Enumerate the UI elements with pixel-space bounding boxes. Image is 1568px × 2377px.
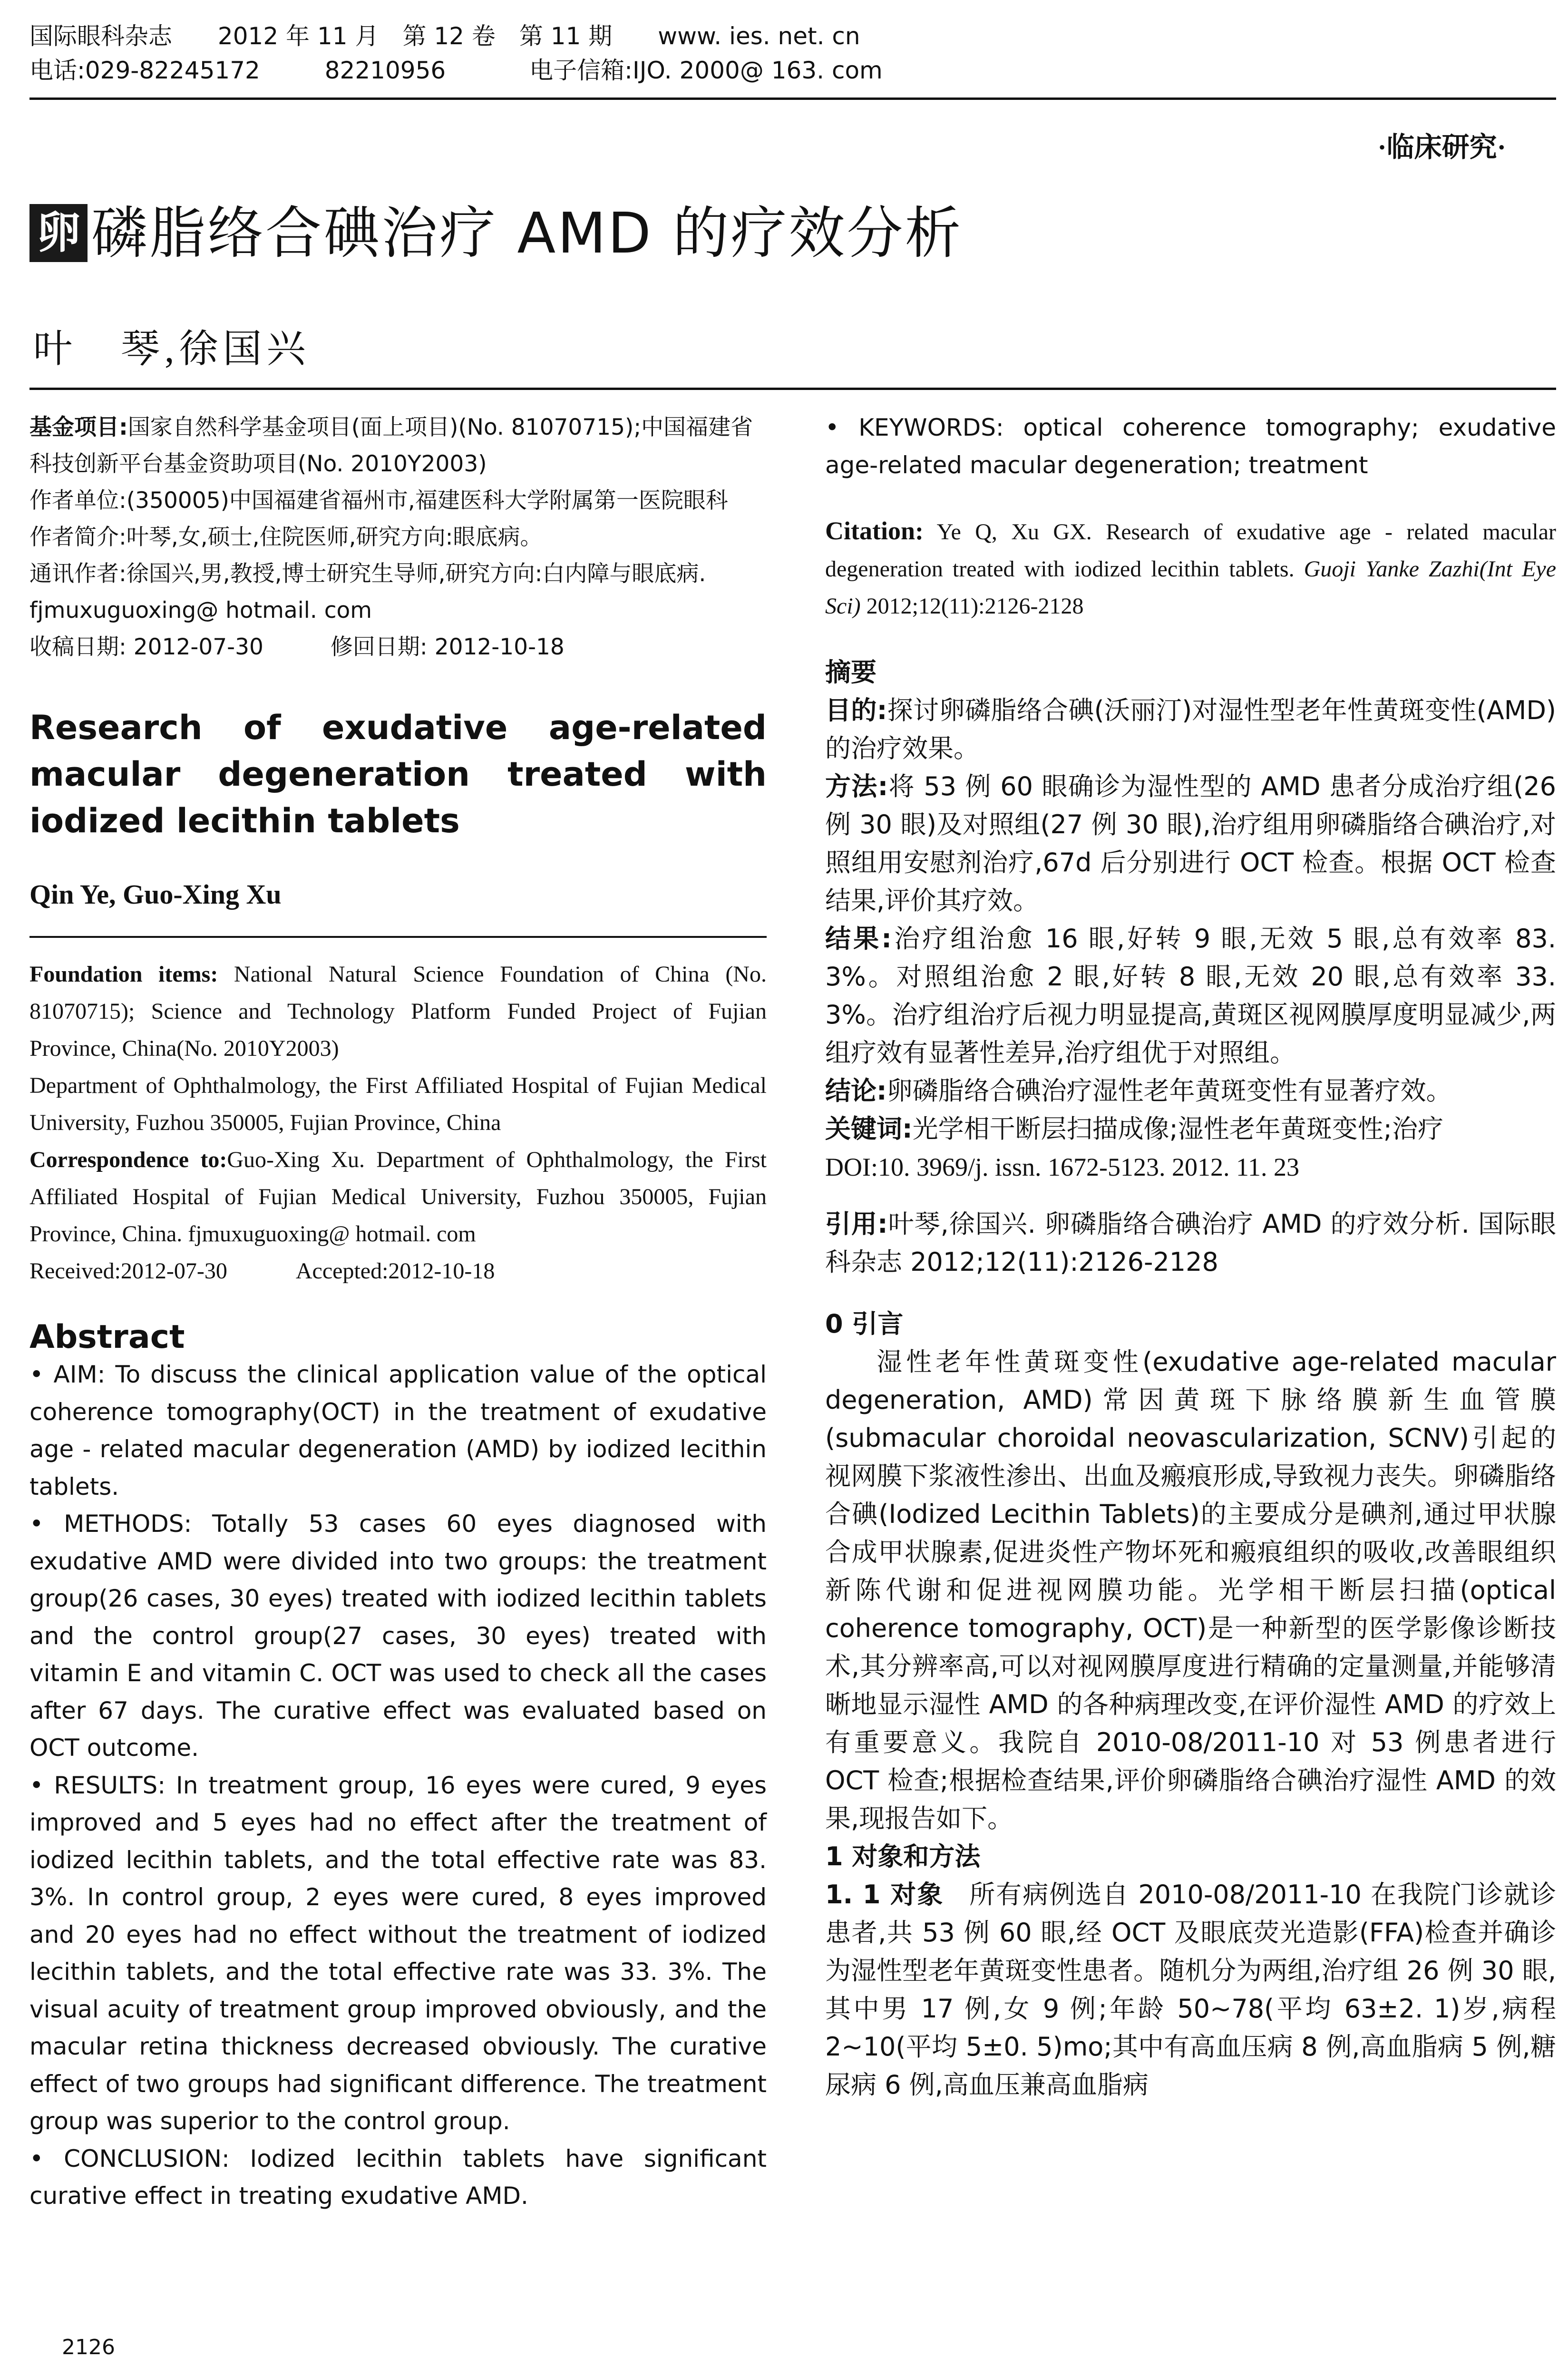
header-line-2 — [29, 53, 1539, 88]
citation-journal: Guoji Yanke Zazhi(Int Eye Sci) — [825, 556, 1557, 619]
corr-label: 通讯作者: — [29, 561, 127, 587]
article-title — [29, 200, 963, 266]
journal-header — [29, 19, 1539, 88]
left-column — [29, 409, 767, 2215]
citation-tail: 2012;12(11):2126-2128 — [860, 594, 1084, 619]
phone-2: 82210956 — [324, 57, 446, 84]
method-cn-text: 将 53 例 60 眼确诊为湿性型的 AMD 患者分成治疗组(26 例 30 眼)及对照组(27 例 30 眼),治疗组用卵磷脂络合碘治疗,对照组用安慰剂治疗,67d 后分别进行 OCT 检查。根据 OCT 检查结果,评价其疗效。 — [825, 771, 1556, 916]
aim-cn-label: 目的: — [825, 695, 887, 725]
keywords-cn-label: 关键词: — [825, 1114, 913, 1144]
foundation-label: 基金项目: — [29, 414, 128, 440]
unit-text: (350005)中国福建省福州市,福建医科大学附属第一医院眼科 — [126, 487, 728, 514]
correspondence-en-label: Correspondence to: — [29, 1147, 227, 1172]
title-initial-mark: 卵 — [29, 204, 88, 262]
abstract-results: • RESULTS: In treatment group, 16 eyes were cured, 9 eyes improved and 5 eyes had no effect after the treatment of iodized lecithin tablets, and the total effective rate was 83. 3%. In control group, 2 eyes were cured, 8 eyes improved and 20 eyes had no effect without the treatment of iodized lecithin tablets, and the total effective rate was 33. 3%. The visual acuity of treatment group improved obviously, and the macular retina thickness decreased obviously. The curative effect of two groups had significant difference. The treatment group was superior to the control group. — [29, 1771, 767, 2135]
keywords-cn-text: 光学相干断层扫描成像;湿性老年黄斑变性;治疗 — [912, 1114, 1443, 1144]
journal-email[interactable]: 电子信箱:IJO. 2000@ 163. com — [529, 57, 883, 84]
corr-text: 徐国兴,男,教授,博士研究生导师,研究方向:白内障与眼底病. fjmuxuguoxing@ hotmail. com — [29, 561, 706, 623]
citation-label: Citation: — [825, 516, 924, 545]
method-cn-label: 方法: — [825, 771, 888, 801]
page-number: 2126 — [62, 2335, 115, 2359]
section-1-1-text: 所有病例选自 2010-08/2011-10 在我院门诊就诊患者,共 53 例 60 眼,经 OCT 及眼底荧光造影(FFA)检查并确诊为湿性型老年黄斑变性患者。随机分为两组,治疗组 26 例 30 眼,其中男 17 例,女 9 例;年龄 50~78(平均 63±2. 1)岁,病程 2~10(平均 5±0. 5)mo;其中有高血压病 8 例,高血脂病 5 例,糖尿病 6 例,高血压兼高血脂病 — [825, 1880, 1556, 2100]
phone: 电话:029-82245172 — [29, 57, 260, 84]
meta-block — [29, 409, 767, 665]
received-cn: 收稿日期: 2012-07-30 修回日期: 2012-10-18 — [29, 634, 565, 660]
english-title: Research of exudative age-related macular degeneration treated with iodized lecithin tablets — [29, 708, 767, 840]
authors-cn: 叶 琴,徐国兴 — [33, 327, 311, 370]
abstract-methods: • METHODS: Totally 53 cases 60 eyes diagnosed with exudative AMD were divided into two groups: the treatment group(26 cases, 30 eyes) treated with iodized lecithin tablets and the control group(27 cases, 30 eyes) treated with vitamin E and vitamin C. OCT was used to check all the cases after 67 days. The curative effect was evaluated based on OCT outcome. — [29, 1510, 767, 1762]
citation-text: Ye Q, Xu GX. Research of exudative age - related macular degeneration treated with iodized lecithin tablets. — [825, 519, 1556, 582]
title-text: 磷脂络合碘治疗 AMD 的疗效分析 — [91, 200, 963, 266]
section-1-heading: 1 对象和方法 — [825, 1841, 981, 1871]
cite-cn-label: 引用: — [825, 1209, 888, 1239]
english-authors: Qin Ye, Guo-Xing Xu — [29, 879, 282, 910]
abstract-aim: • AIM: To discuss the clinical application value of the optical coherence tomography(OCT) in the treatment of exudative age - related macular degeneration (AMD) by iodized lecithin tablets. — [29, 1361, 767, 1500]
journal-website[interactable]: www. ies. net. cn — [658, 22, 860, 50]
result-cn-text: 治疗组治愈 16 眼,好转 9 眼,无效 5 眼,总有效率 83. 3%。对照组治愈 2 眼,好转 8 眼,无效 20 眼,总有效率 33. 3%。治疗组治疗后视力明显提高,黄斑区视网膜厚度明显减少,两组疗效有显著性差异,治疗组优于对照组。 — [825, 924, 1556, 1068]
section-1-1-label: 1. 1 对象 — [825, 1880, 944, 1909]
keywords-en: • KEYWORDS: optical coherence tomography; exudative age-related macular degeneration; treatment — [825, 414, 1556, 479]
foundation-en-text: National Natural Science Foundation of China (No. 81070715); Science and Technology Platform Funded Project of Fujian Province, China(No. 2010Y2003) — [29, 962, 767, 1061]
header-line-1 — [29, 19, 1539, 53]
department-en: Department of Ophthalmology, the First Affiliated Hospital of Fujian Medical University, Fuzhou 350005, Fujian Province, China — [29, 1073, 767, 1135]
bio-label: 作者简介: — [29, 524, 127, 550]
right-column — [825, 409, 1556, 2104]
received-en: Received:2012-07-30 Accepted:2012-10-18 — [29, 1258, 495, 1284]
cite-cn-text: 叶琴,徐国兴. 卵磷脂络合碘治疗 AMD 的疗效分析. 国际眼科杂志 2012;12(11):2126-2128 — [825, 1209, 1556, 1277]
abstract-heading: Abstract — [29, 1318, 185, 1356]
conclusion-cn-label: 结论: — [825, 1076, 887, 1106]
title-rule — [29, 388, 1556, 390]
result-cn-label: 结果: — [825, 924, 892, 954]
doi[interactable]: DOI:10. 3969/j. issn. 1672-5123. 2012. 11. 23 — [825, 1153, 1299, 1181]
foundation-en-label: Foundation items: — [29, 962, 218, 987]
intro-heading: 0 引言 — [825, 1309, 904, 1339]
unit-label: 作者单位: — [29, 487, 127, 514]
abstract-conclusion: • CONCLUSION: Iodized lecithin tablets have significant curative effect in treating exudative AMD. — [29, 2144, 767, 2210]
foundation-text: 国家自然科学基金项目(面上项目)(No. 81070715);中国福建省科技创新平台基金资助项目(No. 2010Y2003) — [29, 414, 753, 477]
header-rule — [29, 97, 1556, 100]
bio-text: 叶琴,女,硕士,住院医师,研究方向:眼底病。 — [126, 524, 543, 550]
aim-cn-text: 探讨卵磷脂络合碘(沃丽汀)对湿性型老年性黄斑变性(AMD)的治疗效果。 — [825, 695, 1556, 763]
section-label: ·临床研究· — [1377, 132, 1506, 163]
intro-text: 湿性老年性黄斑变性(exudative age-related macular degeneration, AMD)常因黄斑下脉络膜新生血管膜(submacular choroidal neovascularization, SCNV)引起的视网膜下浆液性渗出、出血及瘢痕形成,导致视力丧失。卵磷脂络合碘(Iodized Lecithin Tablets)的主要成分是碘剂,通过甲状腺合成甲状腺素,促进炎性产物坏死和瘢痕组织的吸收,改善眼组织新陈代谢和促进视网膜功能。光学相干断层扫描(optical coherence tomography, OCT)是一种新型的医学影像诊断技术,其分辨率高,可以对视网膜厚度进行精确的定量测量,并能够清晰地显示湿性 AMD 的各种病理改变,在评价湿性 AMD 的疗效上有重要意义。我院自 2010-08/2011-10 对 53 例患者进行 OCT 检查;根据检查结果,评价卵磷脂络合碘治疗湿性 AMD 的效果,现报告如下。 — [825, 1347, 1556, 1833]
issue-info: 2012 年 11 月 第 12 卷 第 11 期 — [217, 22, 613, 50]
abstract-cn-heading: 摘要 — [825, 657, 877, 687]
correspondence-en-text: Guo-Xing Xu. Department of Ophthalmology, the First Affiliated Hospital of Fujian Medical University, Fuzhou 350005, Fujian Province, China. fjmuxuguoxing@ hotmail. com — [29, 1147, 767, 1247]
journal-name: 国际眼科杂志 — [29, 22, 172, 50]
conclusion-cn-text: 卵磷脂络合碘治疗湿性老年黄斑变性有显著疗效。 — [886, 1076, 1452, 1106]
